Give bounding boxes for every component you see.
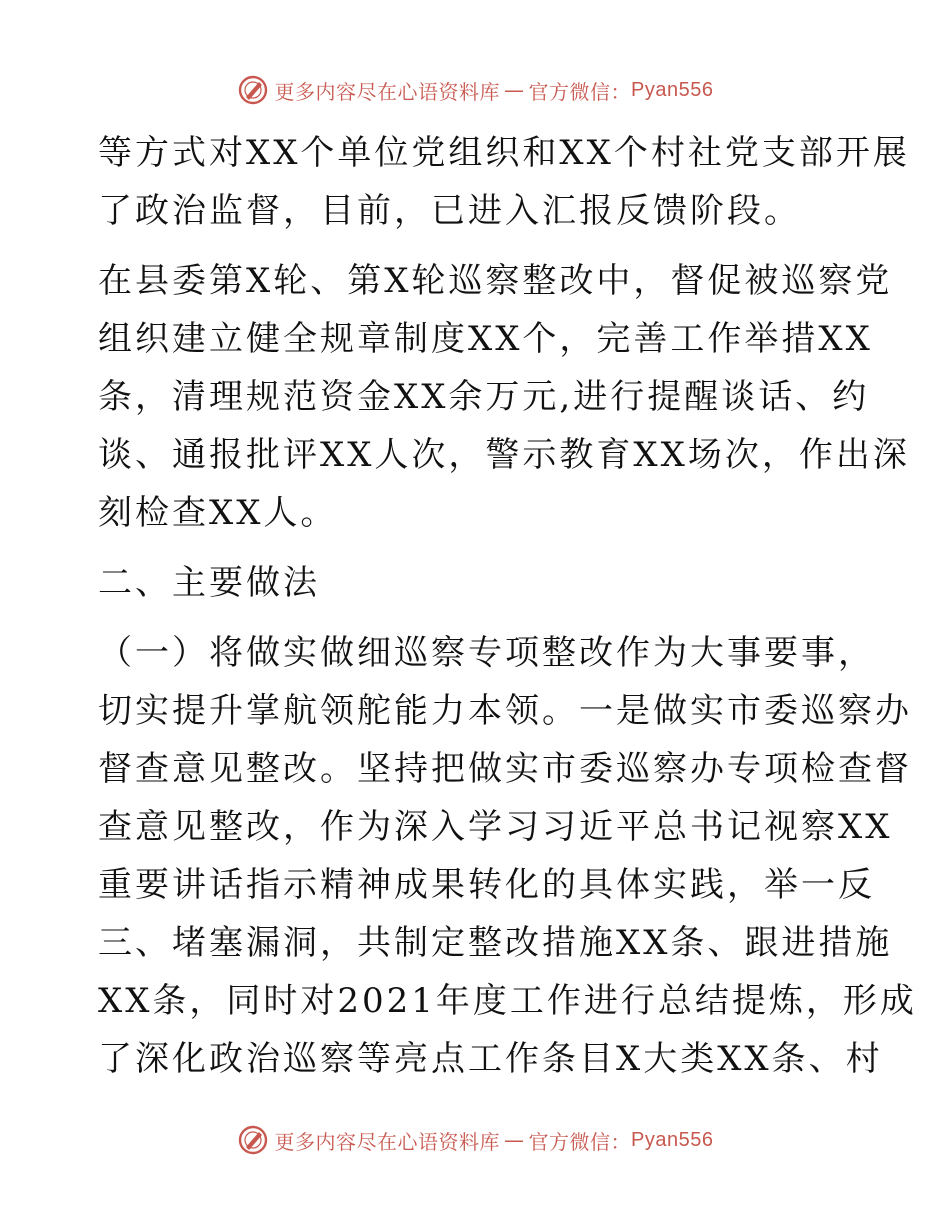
watermark-official: 官方微信：	[528, 1129, 632, 1154]
heading-line: 二、主要做法	[98, 563, 320, 603]
paragraph	[98, 124, 910, 240]
seal-pen-logo-icon	[237, 1124, 269, 1156]
watermark-text: 更多内容尽在心语资料库	[274, 1129, 501, 1154]
text-line: 了政治监督，目前，已进入汇报反馈阶段。	[98, 191, 801, 231]
text-line: 组织建立健全规章制度XX个，完善工作举措XX	[98, 319, 873, 359]
text-line: XX条，同时对2021年度工作进行总结提炼，形成	[98, 981, 917, 1021]
document-body	[98, 124, 917, 1088]
text-line: 刻检查XX人。	[98, 493, 338, 533]
header-watermark	[0, 70, 950, 110]
watermark-dash: —	[504, 1128, 525, 1152]
watermark-text: 更多内容尽在心语资料库	[274, 79, 501, 104]
text-line: 等方式对XX个单位党组织和XX个村社党支部开展	[98, 133, 910, 173]
seal-pen-logo-icon	[237, 74, 269, 106]
text-line: 在县委第X轮、第X轮巡察整改中，督促被巡察党	[98, 261, 893, 301]
text-line: 切实提升掌航领舵能力本领。一是做实市委巡察办	[98, 691, 912, 731]
watermark-account: Pyan556	[631, 78, 714, 101]
paragraph	[98, 624, 917, 1088]
text-line: （一）将做实做细巡察专项整改作为大事要事，	[98, 633, 875, 673]
section-heading	[98, 554, 858, 612]
text-line: 查意见整改，作为深入学习习近平总书记视察XX	[98, 807, 893, 847]
text-line: 重要讲话指示精神成果转化的具体实践，举一反	[98, 865, 875, 905]
paragraph	[98, 252, 910, 542]
watermark-official: 官方微信：	[528, 79, 632, 104]
footer-watermark	[0, 1120, 950, 1160]
watermark-account: Pyan556	[631, 1128, 714, 1151]
text-line: 谈、通报批评XX人次，警示教育XX场次，作出深	[98, 435, 910, 475]
text-line: 了深化政治巡察等亮点工作条目X大类XX条、村	[98, 1039, 883, 1079]
text-line: 条，清理规范资金XX余万元,进行提醒谈话、约	[98, 377, 870, 417]
text-line: 督查意见整改。坚持把做实市委巡察办专项检查督	[98, 749, 912, 789]
text-line: 三、堵塞漏洞，共制定整改措施XX条、跟进措施	[98, 923, 893, 963]
watermark-dash: —	[504, 78, 525, 102]
